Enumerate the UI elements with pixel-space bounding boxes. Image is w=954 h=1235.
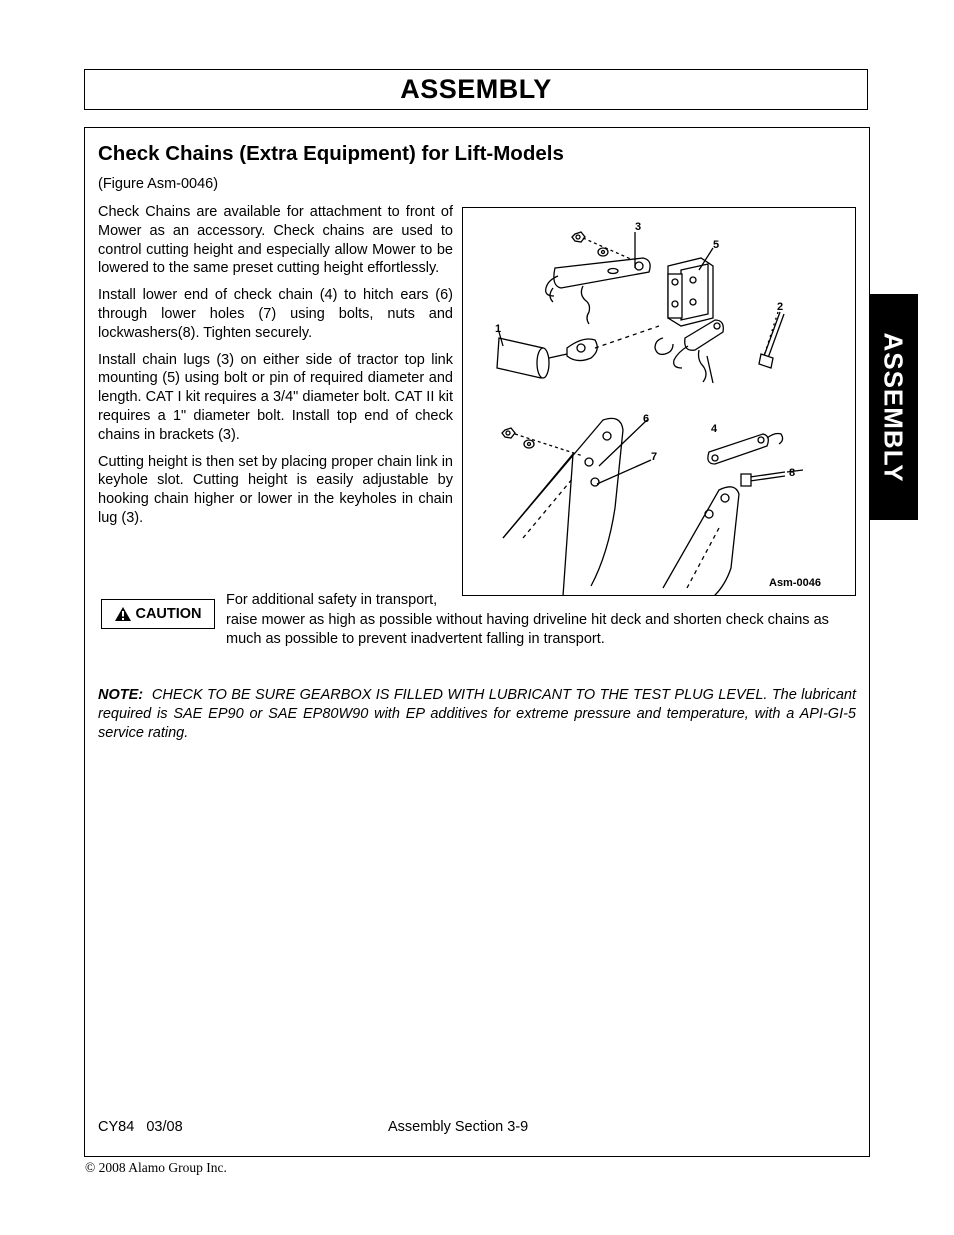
page-header-title: ASSEMBLY (400, 74, 552, 104)
callout-1: 1 (495, 323, 502, 335)
bolt-icon (759, 312, 784, 368)
top-link-mounting (668, 258, 713, 326)
hitch-ear-left (503, 418, 623, 596)
page-header (84, 69, 868, 110)
assembly-figure (462, 207, 856, 596)
footer-page-number: Assembly Section 3-9 (388, 1119, 529, 1135)
paragraph-lower-end: Install lower end of check chain (4) to hitch ears (6) through lower holes (7) using bolts, nuts and lockwashers(8). Tighten securely. (98, 287, 453, 341)
caution-text-line2: raise mower as high as possible without having driveline hit deck and shorten check chains as much as possible to prevent inadvertent falling in transport. (226, 612, 829, 647)
drive-shaft (497, 338, 597, 378)
lubricant-note (98, 686, 856, 743)
footer-model-date: CY84 03/08 (98, 1119, 183, 1135)
callout-5: 5 (713, 239, 720, 251)
figure-id-label: Asm-0046 (769, 577, 821, 589)
warning-triangle-icon (114, 606, 132, 622)
figure-reference: (Figure Asm-0046) (98, 176, 219, 192)
lower-bolt-icon (741, 472, 785, 486)
top-nut-icon (572, 232, 585, 242)
caution-badge-label: CAUTION (135, 606, 202, 622)
check-chain-diagram (463, 208, 856, 596)
lower-washer-icon (524, 440, 534, 448)
callout-8: 8 (789, 467, 796, 479)
section-side-tab (869, 294, 918, 520)
callout-3: 3 (635, 221, 642, 233)
lower-nut-icon (502, 428, 515, 438)
callout-4: 4 (711, 423, 718, 435)
top-washer-icon (598, 248, 608, 256)
chain-lug-lower (708, 434, 783, 465)
callout-7: 7 (651, 451, 658, 463)
note-text: CHECK TO BE SURE GEARBOX IS FILLED WITH LUBRICANT TO THE TEST PLUG LEVEL. The lubricant required is SAE EP90 or SAE EP80W90 with EP additives for extreme pressure and temperature, with a API-GI-5 service rating. (98, 687, 856, 741)
section-side-tab-label: ASSEMBLY (879, 331, 910, 483)
paragraph-intro: Check Chains are available for attachment to front of Mower as an accessory. Check chains are used to control cutting height and especially allow Mower to be lowered to the same preset cutting height effortlessly. (98, 204, 453, 277)
copyright-notice: © 2008 Alamo Group Inc. (85, 1160, 227, 1175)
chain-lug-right (655, 320, 723, 382)
caution-text-line1: For additional safety in transport, (226, 592, 438, 608)
instruction-text (98, 203, 453, 536)
callout-6: 6 (643, 413, 650, 425)
paragraph-chain-lugs: Install chain lugs (3) on either side of tractor top link mounting (5) using bolt or pin of required diameter and length. CAT I kit requires a 3/4" diameter bolt. CAT II kit requires a 1" diameter bolt. Install top end of check chains in brackets (3). (98, 351, 453, 443)
callout-2: 2 (777, 301, 784, 313)
note-label: NOTE: (98, 687, 144, 703)
section-title: Check Chains (Extra Equipment) for Lift-Models (98, 142, 564, 165)
caution-badge (101, 599, 215, 629)
hitch-ear-right (663, 487, 739, 596)
paragraph-cutting-height: Cutting height is then set by placing proper chain link in keyhole slot. Cutting height is easily adjustable by hooking chain higher or lower in the keyholes in chain lug (3). (98, 453, 453, 526)
